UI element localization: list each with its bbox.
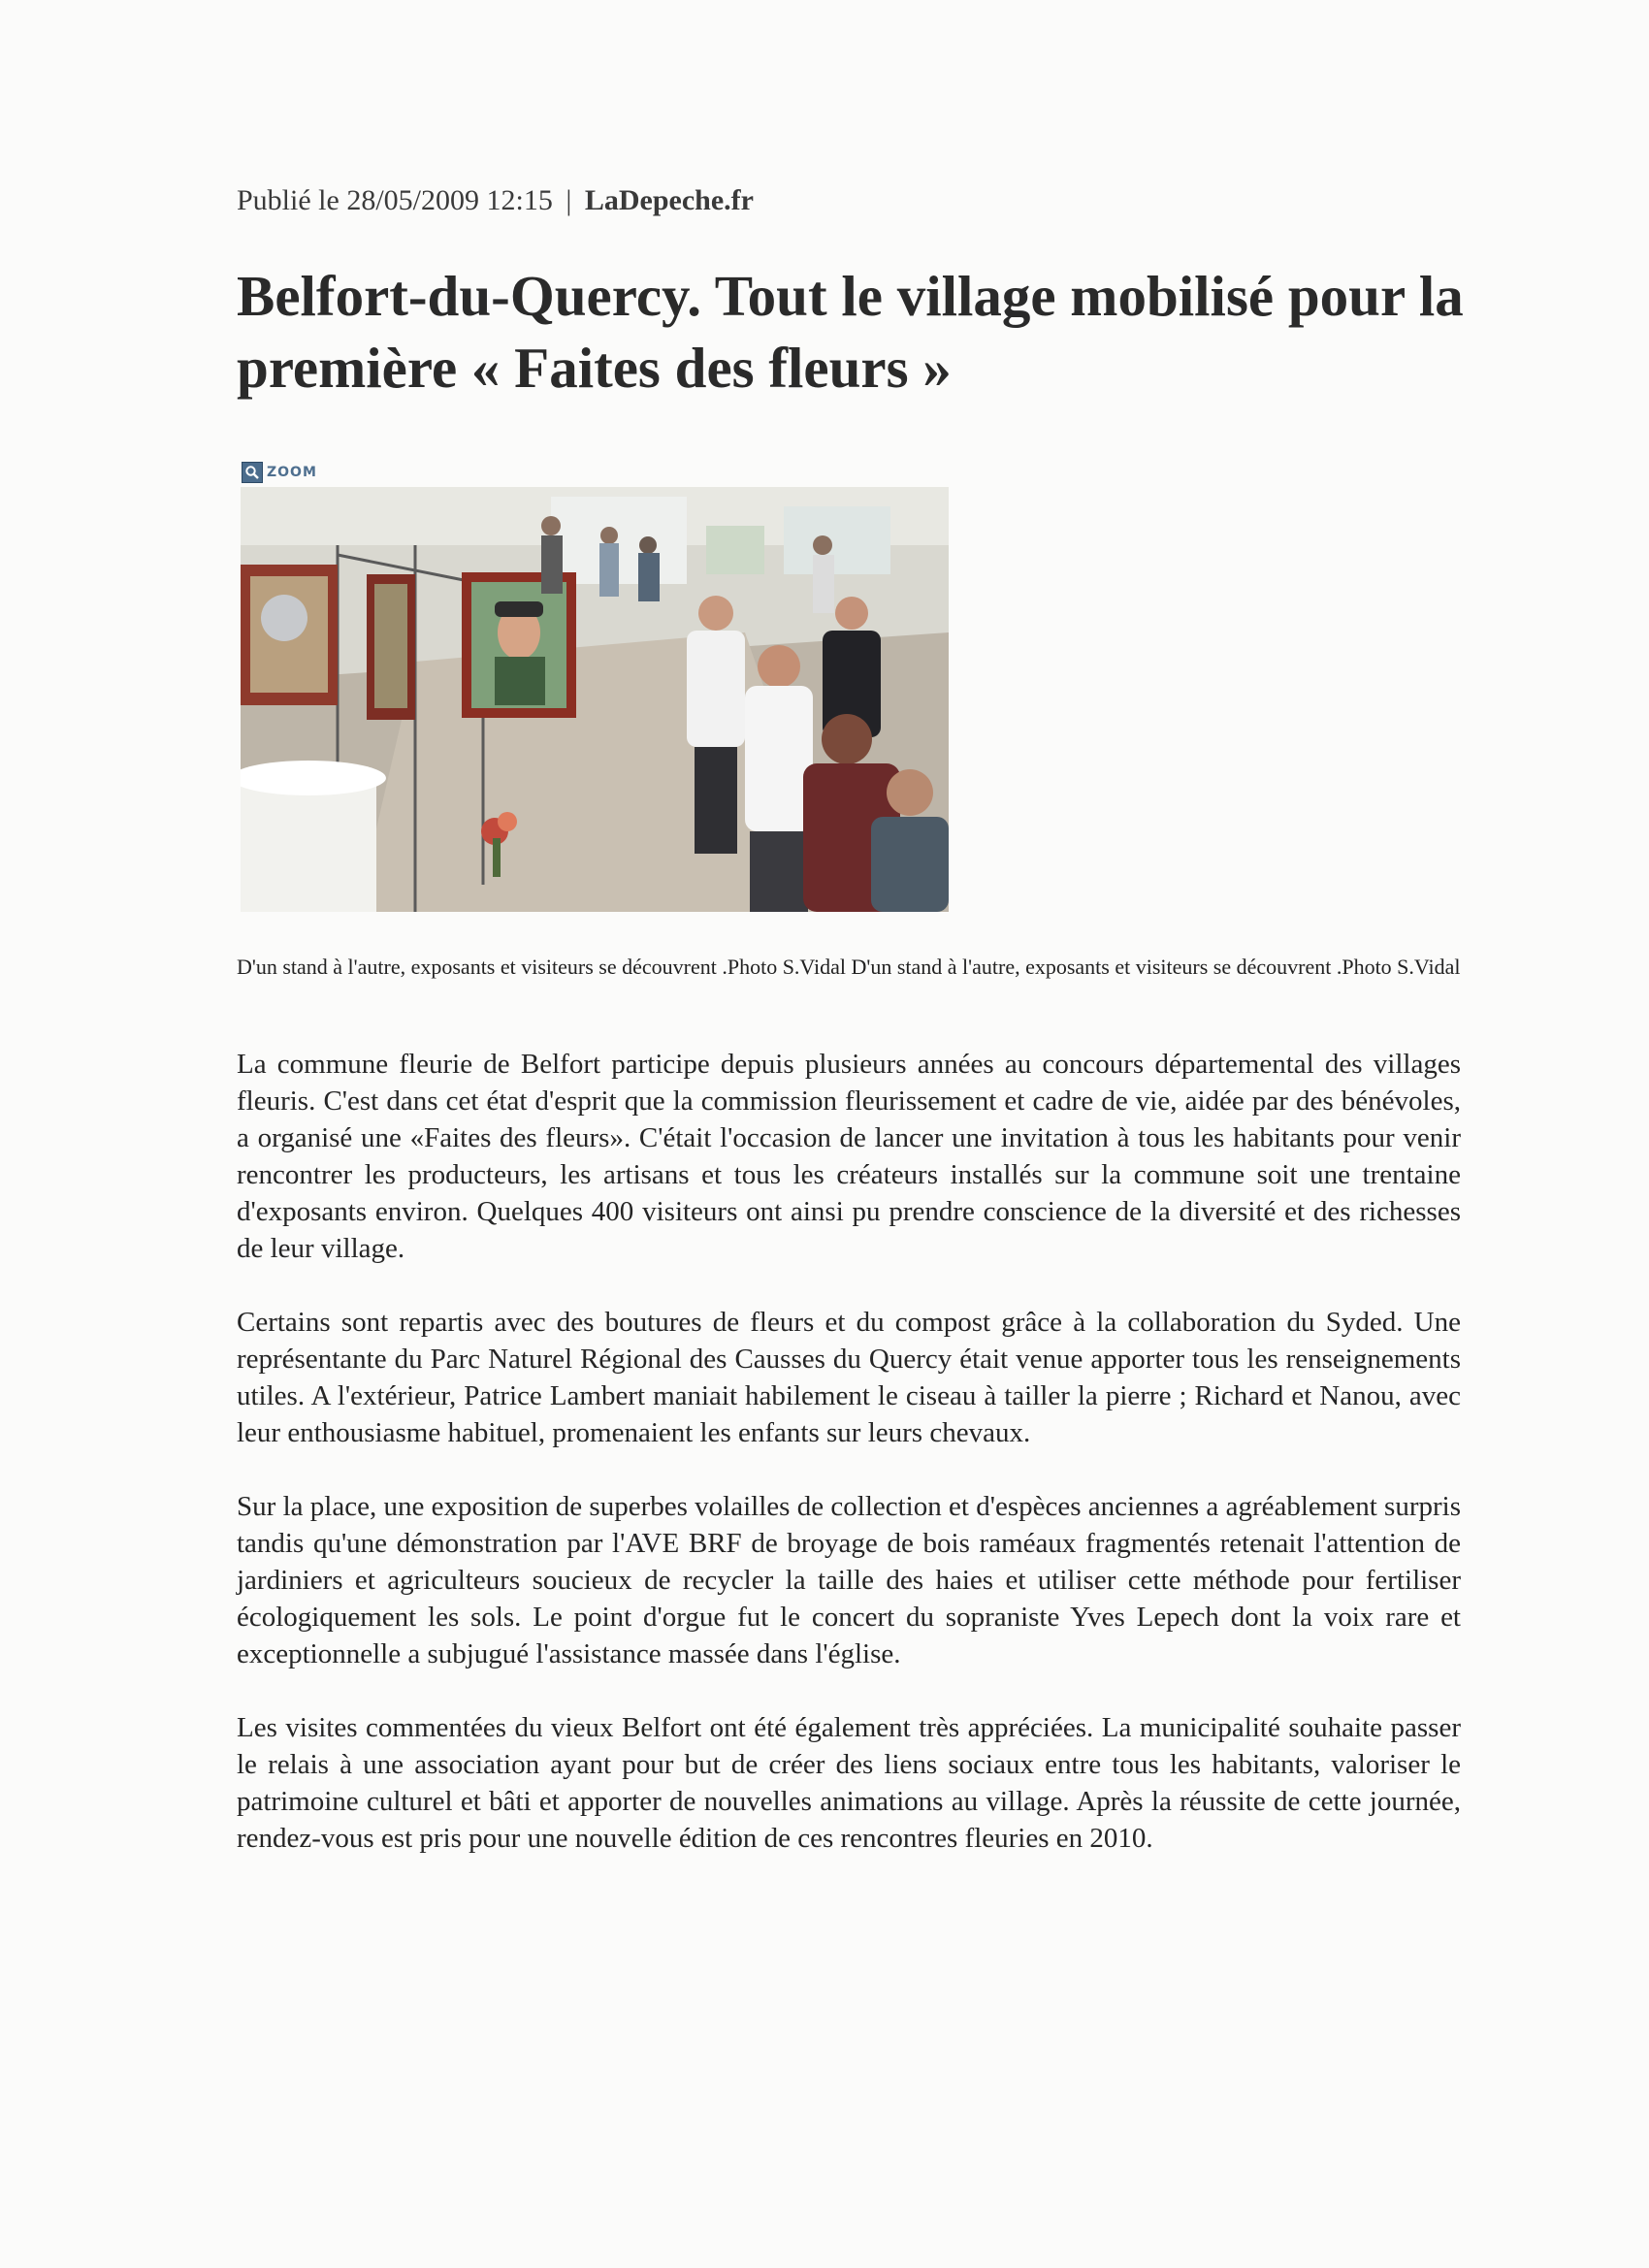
photo-caption: D'un stand à l'autre, exposants et visiteurs se découvrent .Photo S.Vidal D'un stand à l'autre, exposants et visiteurs se découvrent .Photo S.Vidal [237, 955, 1461, 979]
zoom-button[interactable] [242, 462, 317, 483]
source-name: LaDepeche.fr [584, 184, 754, 216]
article-paragraph: Certains sont repartis avec des boutures de fleurs et du compost grâce à la collaboration du Syded. Une représentante du Parc Naturel Régional des Causses du Quercy était venue apporter tous les renseignements utiles. A l'extérieur, Patrice Lambert maniait habilement le ciseau à tailler la pierre ; Richard et Nanou, avec leur enthousiasme habituel, promenaient les enfants sur leurs chevaux. [237, 1307, 1461, 1448]
publish-date: Publié le 28/05/2009 12:15 [237, 184, 553, 216]
magnifier-icon [242, 462, 263, 483]
zoom-label: ZOOM [267, 465, 317, 480]
article-body [237, 1046, 1461, 1894]
article-paragraph: La commune fleurie de Belfort participe depuis plusieurs années au concours départemental des villages fleuris. C'est dans cet état d'esprit que la commission fleurissement et cadre de vie, aidée par des bénévoles, a organisé une «Faites des fleurs». C'était l'occasion de lancer une invitation à tous les habitants pour venir rencontrer les producteurs, les artisans et tous les créateurs installés sur la commune soit une trentaine d'exposants environ. Quelques 400 visiteurs ont ainsi pu prendre conscience de la diversité et des richesses de leur village. [237, 1049, 1461, 1264]
separator: | [566, 184, 572, 216]
exhibition-photo [241, 487, 949, 912]
publication-line [237, 184, 754, 217]
article-paragraph: Sur la place, une exposition de superbes volailles de collection et d'espèces anciennes a agréablement surpris tandis qu'une démonstration par l'AVE BRF de broyage de bois raméaux fragmentés retenait l'attention de jardiniers et agriculteurs soucieux de recycler la taille des haies et utiliser cette méthode pour fertiliser écologiquement les sols. Le point d'orgue fut le concert du sopraniste Yves Lepech dont la voix rare et exceptionnelle a subjugué l'assistance massée dans l'église. [237, 1491, 1461, 1669]
article-title: Belfort-du-Quercy. Tout le village mobilisé pour la première « Faites des fleurs » [237, 264, 1464, 400]
article-paragraph: Les visites commentées du vieux Belfort ont été également très appréciées. La municipalité souhaite passer le relais à une association ayant pour but de créer des liens sociaux entre tous les habitants, valoriser le patrimoine culturel et bâti et apporter de nouvelles animations au village. Après la réussite de cette journée, rendez-vous est pris pour une nouvelle édition de ces rencontres fleuries en 2010. [237, 1712, 1461, 1854]
